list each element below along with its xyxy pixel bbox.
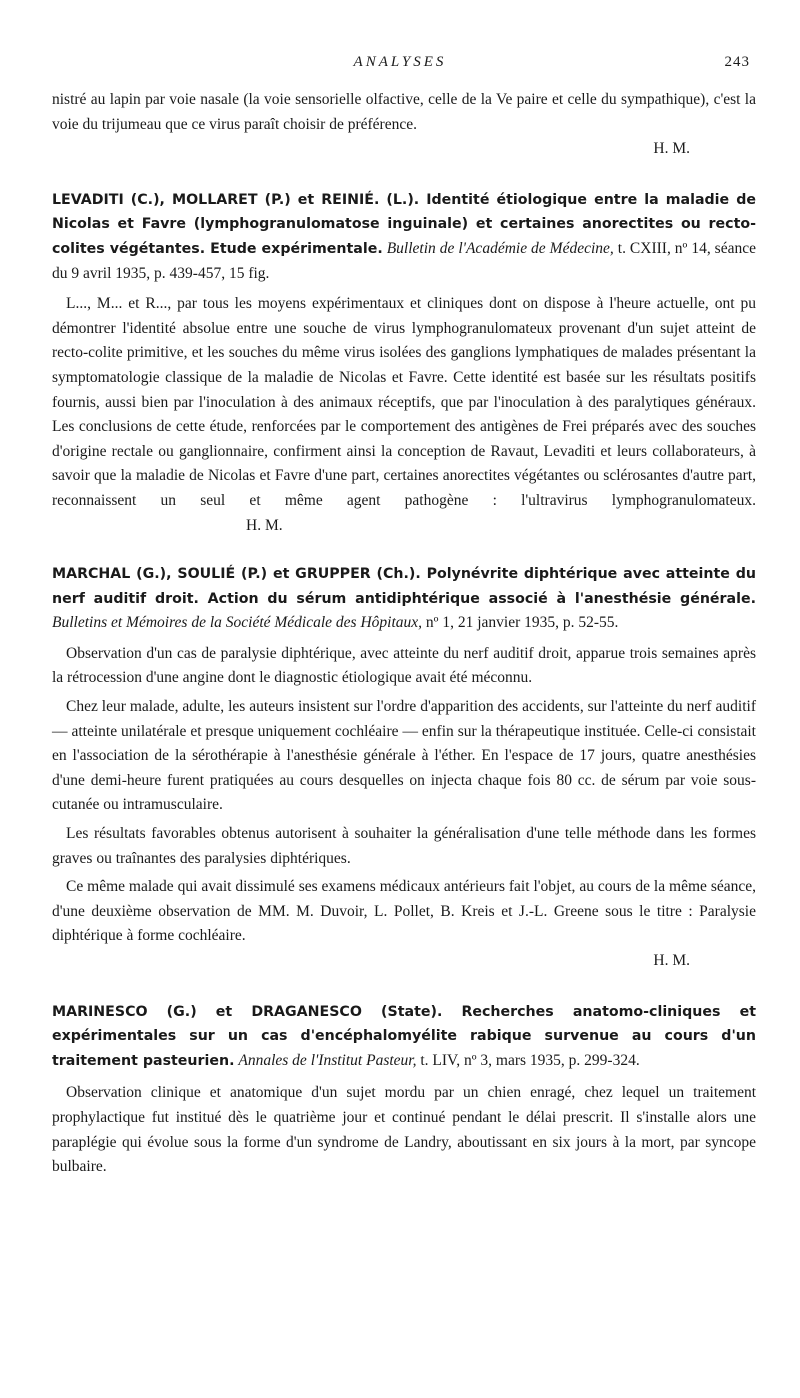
entry-paragraph: Chez leur malade, adulte, les auteurs insistent sur l'ordre d'apparition des accidents, sur l'atteinte du nerf auditif — atteinte unilatérale et presque uniquement cochléaire — enfin sur la thérapeutique instituée. Celle-ci consistait en l'association de la sérothérapie à l'anesthésie générale à l'éther. En l'espace de 17 jours, quatre anesthésies d'une demi-heure furent pratiquées au cours desquelles on injecta chaque fois 80 cc. de sérum par voie sous-cutanée ou intramusculaire. (52, 698, 756, 814)
entry-journal: Bulletins et Mémoires de la Société Médicale des Hôpitaux, (52, 614, 423, 632)
page-body (52, 88, 756, 1180)
continuation-signature: H. M. (653, 140, 690, 158)
entry-paragraph (52, 292, 756, 538)
entry-heading (52, 188, 756, 286)
abstract-entry (52, 1000, 756, 1180)
entry-details: t. LIV, nº 3, mars 1935, p. 299-324. (420, 1051, 640, 1069)
entry-journal: Bulletin de l'Académie de Médecine, (386, 239, 614, 257)
abstract-entry (52, 188, 756, 538)
abstract-entry (52, 562, 756, 974)
entry-paragraph-text: L..., M... et R..., par tous les moyens expérimentaux et cliniques dont on dispose à l'heure actuelle, ont pu démontrer l'identité absolue entre une souche de virus lymphogranulomateux provenant d'un sujet atteint de recto-colite primitive, et les souches du même virus isolées des ganglions lymphatiques de malades présentant la symptomatologie classique de la maladie de Nicolas et Favre. Cette identité est basée sur les résultats positifs fournis, aussi bien par l'inoculation à des animaux réceptifs, que par l'inoculation à des paralytiques généraux. Les conclusions de cette étude, renforcées par le comportement des antigènes de Frei préparés avec des souches d'origine rectale ou ganglionnaire, confirment ainsi la conception de Ravaut, Levaditi et leurs collaborateurs, à savoir que la maladie de Nicolas et Favre d'une part, certaines anorectites végétantes ou sclérosantes d'autre part, reconnaissent un seul et même agent pathogène : l'ultravirus lymphogranulomateux. (52, 295, 756, 509)
continuation-paragraph: nistré au lapin par voie nasale (la voie sensorielle olfactive, celle de la Ve paire et celle du sympathique), c'est la voie du trijumeau que ce virus paraît choisir de préférence. (52, 91, 756, 133)
entry-paragraph: Les résultats favorables obtenus autorisent à souhaiter la généralisation d'une telle méthode dans les formes graves ou traînantes des paralysies diphtériques. (52, 825, 756, 867)
entry-journal: Annales de l'Institut Pasteur, (238, 1051, 417, 1069)
entry-authors-title: LEVADITI (C.), MOLLARET (P.) et REINIÉ. (L.). Identité étiologique entre la maladie de Nicolas et Favre (lymphogranulomatose inguinale) et certaines anorectites ou recto-colites végétantes. Etude expérimentale. (52, 191, 756, 257)
entry-signature: H. M. (246, 516, 283, 534)
running-head-title: ANALYSES (353, 54, 447, 70)
page-number: 243 (724, 54, 750, 70)
entry-paragraph: Ce même malade qui avait dissimulé ses examens médicaux antérieurs fait l'objet, au cours de la même séance, d'une deuxième observation de MM. M. Duvoir, L. Pollet, B. Kreis et J.-L. Greene sous le titre : Paralysie diphtérique à forme cochléaire. (52, 878, 756, 945)
entry-paragraph: Observation clinique et anatomique d'un sujet mordu par un chien enragé, chez lequel un traitement prophylactique fut institué dès le quatrième jour et continué pendant le délai prescrit. Il s'installe alors une paraplégie qui évolue sous la forme d'un syndrome de Landry, aboutissant en six jours à la mort, par syncope bulbaire. (52, 1084, 756, 1176)
entry-paragraph: Observation d'un cas de paralysie diphtérique, avec atteinte du nerf auditif droit, apparue trois semaines après la rétrocession d'une angine dont le diagnostic étiologique avait été méconnu. (52, 644, 756, 687)
entry-heading (52, 1000, 756, 1074)
entry-details: t. CXIII, nº 14, séance du 9 avril 1935, p. 439-457, 15 fig. (52, 239, 756, 282)
entry-heading (52, 562, 756, 636)
entry-authors-title: MARINESCO (G.) et DRAGANESCO (State). Recherches anatomo-cliniques et expérimentales sur un cas d'encéphalomyélite rabique survenue au cours d'un traitement pasteurien. (52, 1003, 756, 1069)
entry-signature: H. M. (653, 952, 690, 969)
entry-details: nº 1, 21 janvier 1935, p. 52-55. (425, 614, 619, 632)
entry-authors-title: MARCHAL (G.), SOULIÉ (P.) et GRUPPER (Ch.). Polynévrite diphtérique avec atteinte du nerf auditif droit. Action du sérum antidiphtérique associé à l'anesthésie générale. (52, 566, 756, 607)
running-head (48, 54, 752, 74)
